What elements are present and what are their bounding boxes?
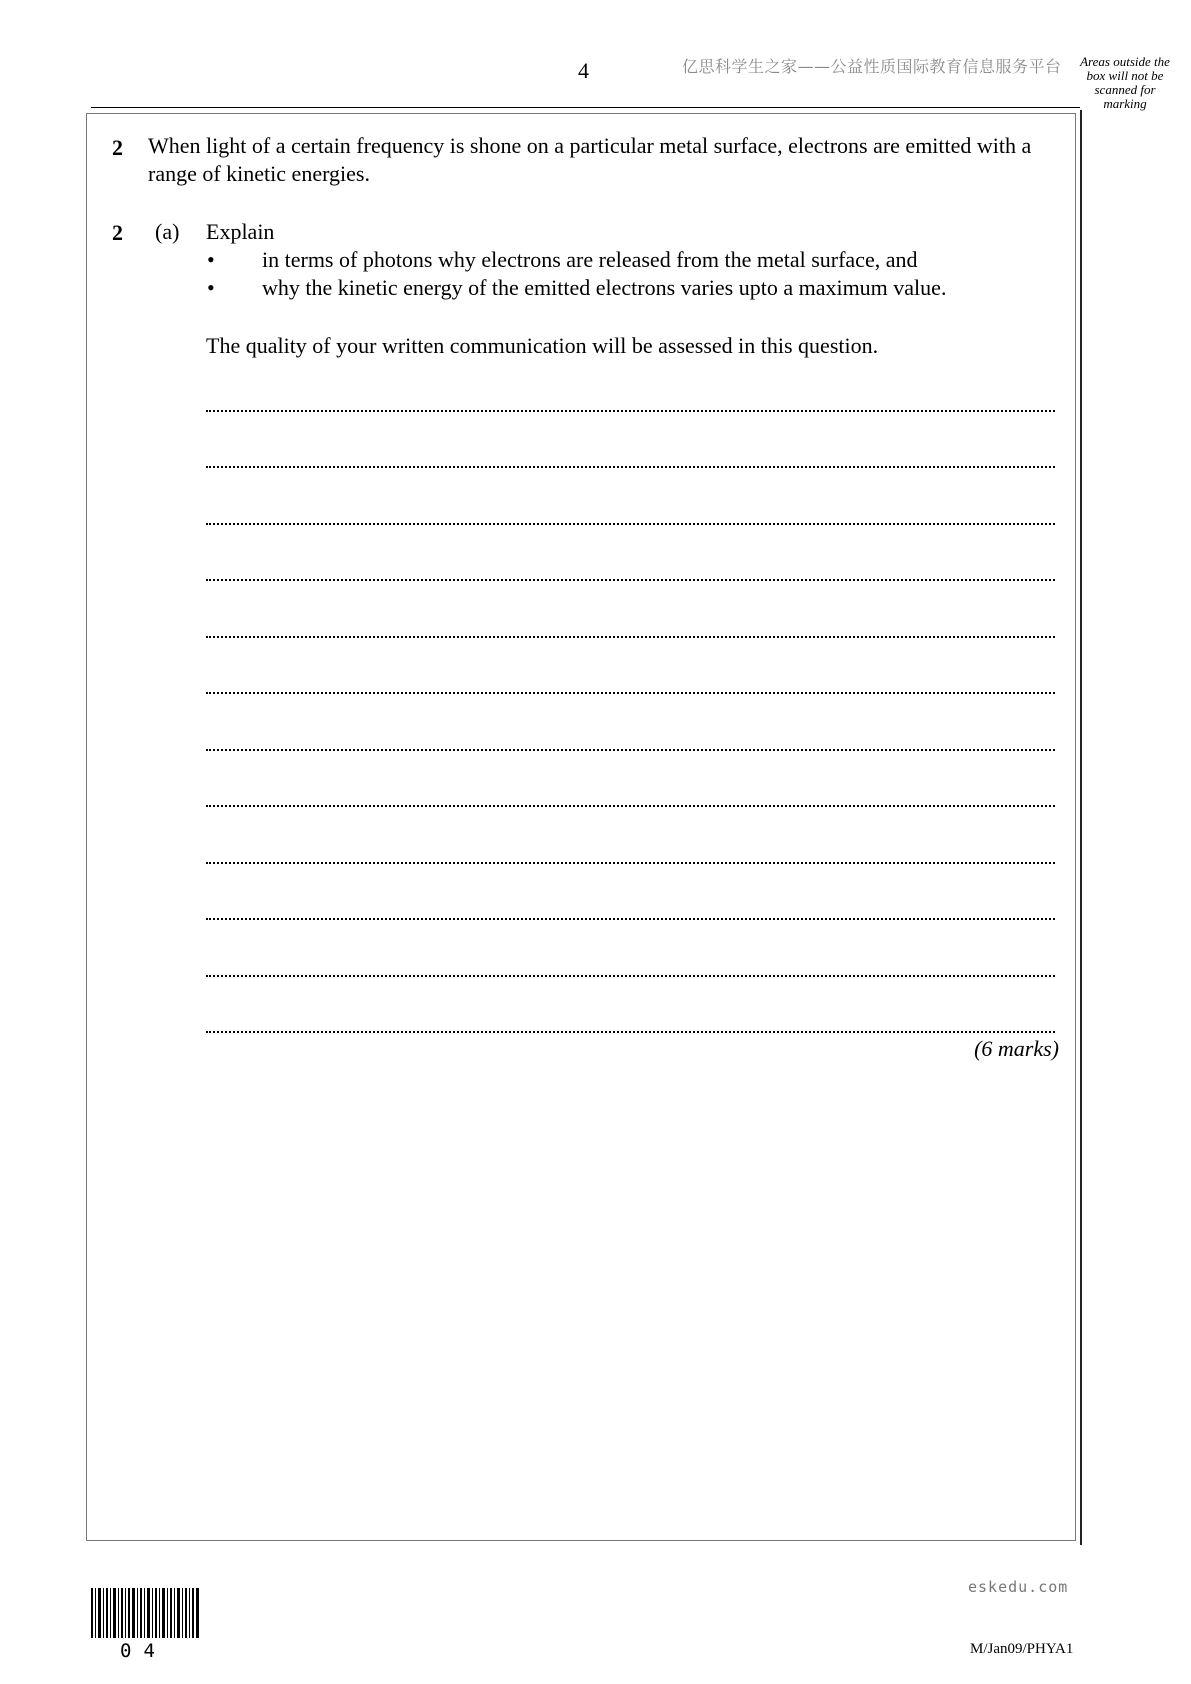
- part-instruction: Explain: [206, 219, 275, 244]
- qwc-note: The quality of your written communication will be assessed in this question.: [206, 333, 879, 358]
- page-number: 4: [578, 58, 589, 83]
- answer-line[interactable]: [206, 862, 1055, 864]
- answer-line[interactable]: [206, 749, 1055, 751]
- bullet-icon: •: [207, 275, 215, 300]
- answer-line[interactable]: [206, 636, 1055, 638]
- barcode-label: 04: [120, 1640, 167, 1662]
- part-label: (a): [155, 219, 180, 244]
- answer-line[interactable]: [206, 805, 1055, 807]
- watermark-text: 亿思科学生之家——公益性质国际教育信息服务平台: [682, 57, 1062, 76]
- answer-line[interactable]: [206, 579, 1055, 581]
- footer-site: eskedu.com: [968, 1578, 1069, 1596]
- answer-box-edge: [1080, 110, 1082, 1545]
- marks-label: (6 marks): [974, 1036, 1059, 1061]
- footer-code: M/Jan09/PHYA1: [970, 1641, 1074, 1657]
- answer-line[interactable]: [206, 975, 1055, 977]
- answer-box: [86, 113, 1076, 1541]
- bullet-text: why the kinetic energy of the emitted electrons varies upto a maximum value.: [262, 275, 947, 300]
- answer-line[interactable]: [206, 523, 1055, 525]
- bullet-icon: •: [207, 247, 215, 272]
- margin-note: Areas outside the box will not be scanned for marking: [1080, 54, 1170, 111]
- barcode-icon: [91, 1588, 199, 1638]
- answer-line[interactable]: [206, 918, 1055, 920]
- answer-line[interactable]: [206, 692, 1055, 694]
- question-number: 2: [112, 135, 123, 160]
- part-question-number: 2: [112, 220, 123, 245]
- answer-line[interactable]: [206, 466, 1055, 468]
- header-rule: [91, 107, 1080, 108]
- answer-line[interactable]: [206, 410, 1055, 412]
- answer-line[interactable]: [206, 1031, 1055, 1033]
- question-intro: When light of a certain frequency is shone on a particular metal surface, electrons are emitted with a range of kinetic energies.: [148, 133, 1032, 186]
- bullet-text: in terms of photons why electrons are released from the metal surface, and: [262, 247, 918, 272]
